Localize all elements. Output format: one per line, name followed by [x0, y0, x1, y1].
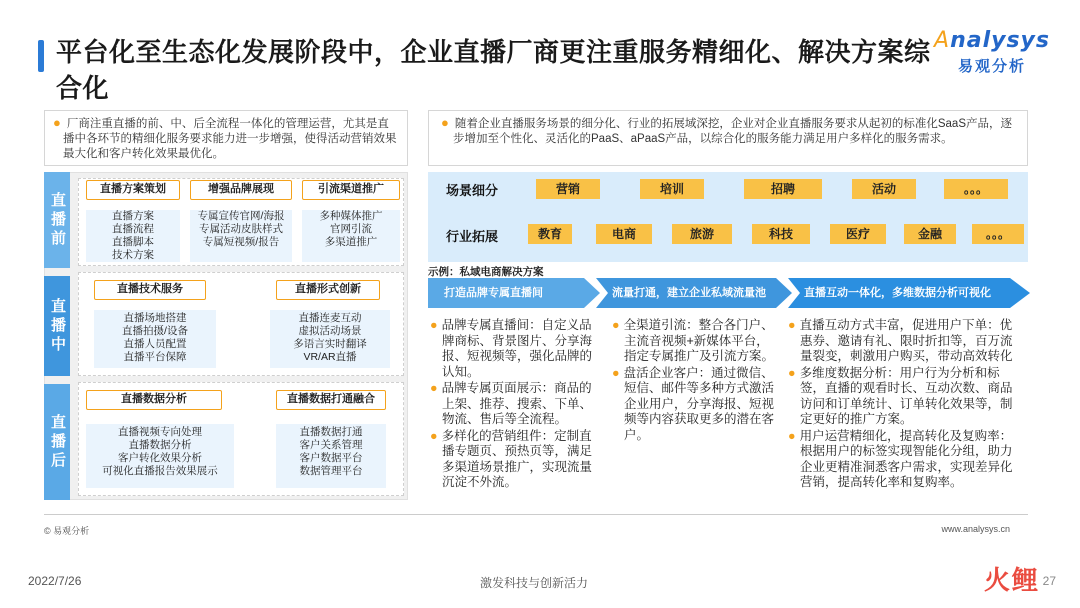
pre-list-brand: 专属宣传官网/海报 专属活动皮肤样式 专属短视频/报告	[190, 210, 292, 262]
brand-watermark: 火鲤	[983, 565, 1040, 595]
step-arrow-3	[788, 278, 1030, 308]
bullet-icon: ●	[788, 365, 796, 380]
list-item	[786, 429, 1024, 491]
scene-chip: 培训	[640, 179, 704, 199]
bullet-icon: ●	[612, 365, 620, 380]
mid-list-tech: 直播场地搭建 直播拍摄/设备 直播人员配置 直播平台保障	[94, 310, 216, 368]
scene-chip: 活动	[852, 179, 916, 199]
solution-column-2	[610, 318, 778, 444]
mid-tag-tech: 直播技术服务	[94, 280, 206, 300]
analysys-logo	[932, 28, 1052, 80]
industry-chip: 金融	[904, 224, 956, 244]
list-item-text: 用户运营精细化，提高转化及复购率：根据用户的标签实现智能化分组，助力企业更精准洞悉客户需求，实现差异化营销，提高转化率和复购率。	[799, 428, 1013, 489]
bullet-icon: ●	[788, 428, 796, 443]
bullet-icon: ●	[612, 318, 620, 332]
scene-label: 场景细分	[446, 183, 499, 198]
logo-prefix: A	[934, 28, 951, 53]
footer-divider	[44, 514, 1028, 515]
step-arrow-2	[596, 278, 792, 308]
slogan: 激发科技与创新活力	[480, 576, 589, 590]
intro-left-box	[44, 110, 408, 166]
website-url: www.analysys.cn	[941, 524, 1010, 534]
list-item	[786, 366, 1024, 428]
bullet-icon: ●	[430, 381, 438, 395]
list-item-text: 多样化的营销组件：定制直播专题页、预热页等，满足多渠道场景推广，实现流量沉淀不外流。	[441, 428, 593, 489]
step-arrow-3-label: 直播互动一体化，多维数据分析可视化	[804, 287, 991, 299]
industry-label: 行业拓展	[446, 229, 499, 244]
mid-tag-format: 直播形式创新	[276, 280, 380, 300]
list-item-text: 盘活企业客户：通过微信、短信、邮件等多种方式激活企业用户，分享海报、短视频等内容获取更多的潜在客户。	[623, 365, 775, 442]
industry-chip: 电商	[596, 224, 652, 244]
mid-list-format: 直播连麦互动 虚拟活动场景 多语言实时翻译 VR/AR直播	[270, 310, 390, 368]
intro-left-text: 厂商注重直播的前、中、后全流程一体化的管理运营，尤其是直播中各环节的精细化服务要求能力进一步增强，使得活动营销效果最大化和客户转化效果最优化。	[63, 118, 397, 160]
list-item-text: 全渠道引流：整合各门户、主流音视频+新媒体平台，指定专属推广及引流方案。	[623, 318, 775, 363]
scene-chip: 招聘	[744, 179, 822, 199]
list-item	[428, 381, 596, 428]
list-item	[786, 318, 1024, 365]
post-tag-analysis: 直播数据分析	[86, 390, 222, 410]
step-arrow-2-label: 流量打通，建立企业私域流量池	[612, 287, 766, 299]
page-number: 27	[1042, 574, 1056, 588]
post-list-integration: 直播数据打通 客户关系管理 客户数据平台 数据管理平台	[276, 424, 386, 488]
list-item	[610, 318, 778, 365]
solution-column-3	[786, 318, 1024, 492]
list-item-text: 品牌专属页面展示：商品的上架、推荐、搜索、下单、物流、售后等全流程。	[441, 381, 593, 426]
list-item-text: 多维度数据分析：用户行为分析和标签，直播的观看时长、互动次数、商品访问和订单统计、订单转化效果等，制定更好的推广方案。	[799, 365, 1013, 426]
industry-chip: 旅游	[672, 224, 732, 244]
stage-mid: 直播中	[44, 276, 70, 376]
segmentation-band	[428, 172, 1028, 262]
logo-en: nalysys	[950, 28, 1050, 53]
list-item-text: 品牌专属直播间：自定义品牌商标、背景图片、分享海报、短视频等，强化品牌的认知。	[441, 318, 593, 379]
bullet-icon: ●	[430, 318, 438, 332]
source-note: © 易观分析	[44, 526, 90, 536]
post-tag-integration: 直播数据打通融合	[276, 390, 386, 410]
pre-tag-brand: 增强品牌展现	[190, 180, 292, 200]
scene-chip: 营销	[536, 179, 600, 199]
logo-cn: 易观分析	[957, 58, 1026, 75]
list-item	[428, 429, 596, 491]
industry-chip: 科技	[752, 224, 810, 244]
industry-chip: 教育	[528, 224, 572, 244]
pre-list-traffic: 多种媒体推广 官网引流 多渠道推广	[302, 210, 400, 262]
example-label: 示例：私域电商解决方案	[428, 266, 544, 278]
pre-tag-plan: 直播方案策划	[86, 180, 180, 200]
step-arrow-1	[428, 278, 600, 308]
pre-list-plan: 直播方案 直播流程 直播脚本 技术方案	[86, 210, 180, 262]
bullet-icon: ●	[788, 318, 796, 332]
report-date: 2022/7/26	[28, 574, 82, 588]
bullet-icon: ●	[430, 428, 438, 443]
list-item-text: 直播互动方式丰富，促进用户下单：优惠券、邀请有礼、限时折扣等，百万流量裂变，刺激用户购买，带动高效转化	[799, 318, 1013, 363]
industry-chip: 医疗	[830, 224, 886, 244]
post-list-analysis: 直播视频专向处理 直播数据分析 客户转化效果分析 可视化直播报告效果展示	[86, 424, 234, 488]
stage-post: 直播后	[44, 384, 70, 500]
scene-chip: 。。。	[944, 179, 1008, 199]
step-arrow-1-label: 打造品牌专属直播间	[444, 287, 543, 299]
solution-column-1	[428, 318, 596, 492]
pre-tag-traffic: 引流渠道推广	[302, 180, 400, 200]
title-accent-bar	[38, 40, 44, 72]
page-title: 平台化至生态化发展阶段中，企业直播厂商更注重服务精细化、解决方案综合化	[56, 37, 931, 103]
list-item	[610, 366, 778, 444]
intro-right-box	[428, 110, 1028, 166]
industry-chip: 。。。	[972, 224, 1024, 244]
bullet-icon: ●	[441, 115, 449, 130]
list-item	[428, 318, 596, 380]
bullet-icon: ●	[53, 115, 61, 130]
intro-right-text: 随着企业直播服务场景的细分化、行业的拓展域深挖，企业对企业直播服务要求从起初的标准化SaaS产品，逐步增加至个性化、灵活化的PaaS、aPaaS产品，以综合化的服务能力满足用户多样化的服务需求。	[453, 118, 1012, 145]
stage-pre: 直播前	[44, 172, 70, 268]
